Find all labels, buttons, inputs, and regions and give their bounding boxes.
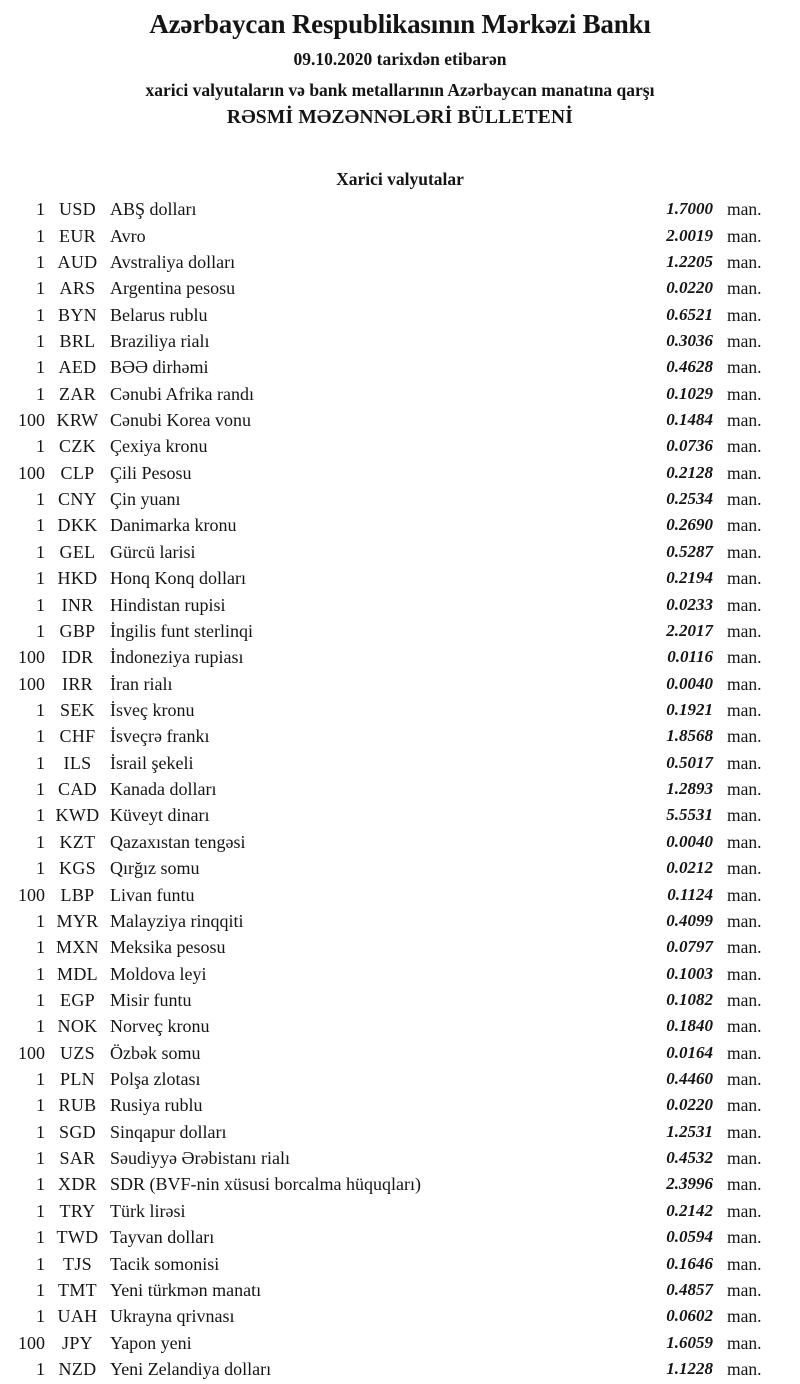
currency-rate: 0.0164 xyxy=(666,1042,713,1062)
currency-quantity: 1 xyxy=(36,726,45,747)
currency-unit-label: man. xyxy=(727,858,762,879)
currency-rate: 2.0019 xyxy=(666,225,713,245)
currency-rate: 0.1029 xyxy=(666,383,713,403)
currency-rate: 0.6521 xyxy=(666,304,713,324)
currency-code: LBP xyxy=(60,884,95,905)
currency-rate: 0.0220 xyxy=(666,1095,713,1115)
currency-unit-label: man. xyxy=(727,700,762,720)
currency-rate: 0.0602 xyxy=(666,1306,713,1326)
currency-name: Yapon yeni xyxy=(110,1332,192,1353)
currency-code: CNY xyxy=(58,489,97,510)
currency-table xyxy=(0,196,800,1382)
currency-quantity: 1 xyxy=(36,752,45,773)
currency-unit-label: man. xyxy=(727,541,762,562)
effective-date-line: 09.10.2020 tarixdən etibarən xyxy=(293,49,507,69)
currency-quantity: 1 xyxy=(36,963,45,984)
currency-quantity: 1 xyxy=(36,1069,45,1090)
currency-unit-label: man. xyxy=(727,1253,762,1274)
currency-name: Norveç kronu xyxy=(110,1016,210,1037)
currency-row xyxy=(0,1040,800,1066)
currency-quantity: 100 xyxy=(18,647,45,668)
currency-name: Sinqapur dolları xyxy=(110,1121,227,1142)
currency-code: NOK xyxy=(57,1016,98,1037)
currency-unit-label: man. xyxy=(727,1148,762,1169)
currency-quantity: 1 xyxy=(36,989,45,1010)
currency-quantity: 100 xyxy=(18,1332,45,1353)
currency-quantity: 1 xyxy=(36,594,45,615)
currency-rate: 0.2194 xyxy=(666,568,713,588)
currency-row xyxy=(0,750,800,776)
currency-unit-label: man. xyxy=(727,1121,762,1142)
currency-unit-label: man. xyxy=(727,647,762,668)
currency-code: BRL xyxy=(59,330,96,351)
currency-row xyxy=(0,301,800,327)
currency-rate: 0.0797 xyxy=(666,937,713,957)
currency-rate: 0.0736 xyxy=(666,436,713,456)
currency-code: MYR xyxy=(56,910,99,931)
currency-quantity: 100 xyxy=(18,410,45,431)
currency-quantity: 100 xyxy=(18,1042,45,1063)
currency-quantity: 1 xyxy=(36,251,45,272)
currency-code: GEL xyxy=(59,541,96,562)
currency-row xyxy=(0,908,800,934)
currency-name: Yeni Zelandiya dolları xyxy=(110,1358,272,1379)
currency-name: ABŞ dolları xyxy=(110,199,197,220)
currency-rate: 1.8568 xyxy=(666,726,713,746)
bank-title: Azərbaycan Respublikasının Mərkəzi Bankı xyxy=(149,9,651,39)
currency-rate: 2.3996 xyxy=(666,1174,713,1194)
currency-code: SEK xyxy=(60,700,95,720)
currency-code: RUB xyxy=(58,1095,97,1116)
currency-unit-label: man. xyxy=(727,330,762,351)
currency-name: Səudiyyə Ərəbistanı rialı xyxy=(110,1148,290,1169)
currency-quantity: 1 xyxy=(36,225,45,246)
currency-row xyxy=(0,1092,800,1118)
currency-row xyxy=(0,618,800,644)
currency-name: Malayziya rinqqiti xyxy=(110,910,244,931)
currency-row xyxy=(0,381,800,407)
currency-code: UAH xyxy=(57,1306,98,1327)
currency-row xyxy=(0,328,800,354)
currency-unit-label: man. xyxy=(727,884,762,905)
currency-name: Cənubi Korea vonu xyxy=(110,410,251,431)
currency-rate: 0.4628 xyxy=(666,357,713,377)
currency-code: HKD xyxy=(57,568,98,589)
currency-name: Danimarka kronu xyxy=(110,515,237,536)
currency-rate: 0.5287 xyxy=(666,541,713,561)
currency-code: EUR xyxy=(59,225,96,246)
currency-row xyxy=(0,196,800,222)
currency-unit-label: man. xyxy=(727,1358,762,1379)
currency-row xyxy=(0,829,800,855)
currency-row xyxy=(0,934,800,960)
currency-name: Çexiya kronu xyxy=(110,436,208,457)
currency-quantity: 1 xyxy=(36,1227,45,1248)
currency-unit-label: man. xyxy=(727,1306,762,1327)
currency-code: UZS xyxy=(60,1042,95,1063)
currency-row xyxy=(0,1013,800,1039)
currency-code: AED xyxy=(58,357,97,378)
currency-code: INR xyxy=(61,594,94,615)
currency-unit-label: man. xyxy=(727,357,762,378)
currency-name: İsveçrə frankı xyxy=(110,726,210,747)
currency-row xyxy=(0,460,800,486)
currency-name: İndoneziya rupiası xyxy=(110,647,244,668)
currency-code: JPY xyxy=(62,1332,93,1353)
currency-quantity: 1 xyxy=(36,1253,45,1274)
currency-name: Polşa zlotası xyxy=(110,1069,201,1090)
currency-rate: 0.0594 xyxy=(666,1227,713,1247)
currency-name: Tacik somonisi xyxy=(110,1253,220,1274)
currency-quantity: 1 xyxy=(36,1358,45,1379)
currency-name: Cənubi Afrika randı xyxy=(110,383,254,404)
currency-rate: 0.0040 xyxy=(666,673,713,693)
currency-row xyxy=(0,512,800,538)
currency-rate: 0.1646 xyxy=(666,1253,713,1273)
currency-name: İsrail şekeli xyxy=(110,752,194,773)
currency-code: PLN xyxy=(60,1069,95,1090)
currency-rate: 0.2142 xyxy=(666,1200,713,1220)
currency-code: KWD xyxy=(55,805,100,826)
currency-row xyxy=(0,1356,800,1382)
currency-code: TWD xyxy=(56,1227,99,1248)
currency-unit-label: man. xyxy=(727,225,762,246)
section-title-foreign-currencies: Xarici valyutalar xyxy=(336,169,464,189)
currency-name: Küveyt dinarı xyxy=(110,805,210,826)
currency-quantity: 1 xyxy=(36,1121,45,1142)
currency-code: SAR xyxy=(59,1148,96,1169)
currency-code: CAD xyxy=(58,779,97,800)
currency-row xyxy=(0,565,800,591)
currency-rate: 1.2531 xyxy=(666,1121,713,1141)
currency-unit-label: man. xyxy=(727,989,762,1010)
currency-name: Tayvan dolları xyxy=(110,1227,215,1248)
currency-unit-label: man. xyxy=(727,462,762,483)
currency-name: Çili Pesosu xyxy=(110,462,192,483)
currency-rate: 0.2534 xyxy=(666,489,713,509)
currency-rate: 0.1082 xyxy=(666,989,713,1009)
currency-code: NZD xyxy=(58,1358,97,1379)
currency-unit-label: man. xyxy=(727,304,762,325)
currency-code: KGS xyxy=(59,858,96,879)
currency-row xyxy=(0,987,800,1013)
currency-quantity: 1 xyxy=(36,330,45,351)
currency-quantity: 1 xyxy=(36,1279,45,1300)
currency-unit-label: man. xyxy=(727,1042,762,1063)
currency-row xyxy=(0,539,800,565)
currency-rate: 5.5531 xyxy=(666,805,713,825)
currency-row xyxy=(0,433,800,459)
currency-rate: 1.6059 xyxy=(666,1332,713,1352)
currency-unit-label: man. xyxy=(727,1069,762,1090)
currency-name: İsveç kronu xyxy=(110,700,195,720)
currency-name: İngilis funt sterlinqi xyxy=(110,620,253,641)
currency-quantity: 1 xyxy=(36,278,45,299)
currency-row xyxy=(0,486,800,512)
currency-name: İran rialı xyxy=(110,673,173,694)
currency-row xyxy=(0,881,800,907)
currency-quantity: 1 xyxy=(36,199,45,220)
currency-unit-label: man. xyxy=(727,1227,762,1248)
bulletin-header xyxy=(0,0,800,129)
scope-line: xarici valyutaların və bank metallarının Azərbaycan manatına qarşı xyxy=(145,80,655,100)
currency-code: MXN xyxy=(56,937,99,958)
currency-quantity: 1 xyxy=(36,1200,45,1221)
currency-name: Belarus rublu xyxy=(110,304,208,325)
currency-name: Çin yuanı xyxy=(110,489,181,510)
currency-unit-label: man. xyxy=(727,726,762,747)
currency-quantity: 1 xyxy=(36,1016,45,1037)
currency-unit-label: man. xyxy=(727,1016,762,1037)
currency-name: Argentina pesosu xyxy=(110,278,236,299)
currency-rate: 1.2205 xyxy=(666,251,713,271)
currency-rate: 0.2128 xyxy=(666,462,713,482)
currency-rate: 0.0212 xyxy=(666,858,713,878)
currency-rate: 1.1228 xyxy=(666,1358,713,1378)
currency-rate: 0.1124 xyxy=(667,884,713,904)
currency-unit-label: man. xyxy=(727,752,762,773)
currency-name: Braziliya rialı xyxy=(110,330,210,351)
currency-quantity: 1 xyxy=(36,1306,45,1327)
currency-row xyxy=(0,1329,800,1355)
currency-unit-label: man. xyxy=(727,1174,762,1195)
currency-row xyxy=(0,1066,800,1092)
currency-rate: 0.5017 xyxy=(666,752,713,772)
currency-unit-label: man. xyxy=(727,251,762,272)
currency-unit-label: man. xyxy=(727,1279,762,1300)
currency-rate: 0.0116 xyxy=(667,647,713,667)
currency-rate: 0.0233 xyxy=(666,594,713,614)
currency-unit-label: man. xyxy=(727,1200,762,1221)
currency-unit-label: man. xyxy=(727,489,762,510)
currency-unit-label: man. xyxy=(727,278,762,299)
currency-quantity: 1 xyxy=(36,515,45,536)
currency-quantity: 1 xyxy=(36,1174,45,1195)
currency-code: TRY xyxy=(59,1200,96,1221)
currency-row xyxy=(0,1145,800,1171)
currency-unit-label: man. xyxy=(727,805,762,826)
currency-row xyxy=(0,802,800,828)
currency-rate: 0.4857 xyxy=(666,1279,713,1299)
currency-name: Türk lirəsi xyxy=(110,1200,186,1221)
currency-name: Misir funtu xyxy=(110,989,192,1010)
currency-row xyxy=(0,1171,800,1197)
currency-row xyxy=(0,644,800,670)
currency-row xyxy=(0,855,800,881)
currency-row xyxy=(0,591,800,617)
currency-quantity: 1 xyxy=(36,910,45,931)
currency-name: Hindistan rupisi xyxy=(110,594,226,615)
currency-code: USD xyxy=(59,199,96,220)
currency-code: TJS xyxy=(63,1253,92,1274)
currency-quantity: 1 xyxy=(36,779,45,800)
currency-row xyxy=(0,1224,800,1250)
currency-rate: 0.1921 xyxy=(666,700,713,719)
currency-name: Rusiya rublu xyxy=(110,1095,203,1116)
currency-code: CHF xyxy=(59,726,96,747)
currency-quantity: 1 xyxy=(36,436,45,457)
currency-code: ARS xyxy=(59,278,96,299)
currency-name: Honq Konq dolları xyxy=(110,568,246,589)
currency-unit-label: man. xyxy=(727,937,762,958)
currency-quantity: 1 xyxy=(36,1095,45,1116)
currency-code: IRR xyxy=(62,673,93,694)
currency-unit-label: man. xyxy=(727,620,762,641)
currency-code: TMT xyxy=(58,1279,97,1300)
currency-name: Gürcü larisi xyxy=(110,541,196,562)
currency-unit-label: man. xyxy=(727,515,762,536)
currency-row xyxy=(0,670,800,696)
currency-quantity: 1 xyxy=(36,383,45,404)
currency-rate: 1.2893 xyxy=(666,779,713,799)
currency-quantity: 1 xyxy=(36,541,45,562)
currency-quantity: 1 xyxy=(36,805,45,826)
currency-code: CZK xyxy=(59,436,96,457)
currency-name: Yeni türkmən manatı xyxy=(110,1279,262,1300)
currency-code: EGP xyxy=(60,989,95,1010)
currency-code: ILS xyxy=(63,752,92,773)
currency-rate: 0.4099 xyxy=(666,910,713,930)
currency-unit-label: man. xyxy=(727,963,762,984)
currency-rate: 0.0040 xyxy=(666,831,713,851)
currency-quantity: 1 xyxy=(36,1148,45,1169)
currency-unit-label: man. xyxy=(727,436,762,457)
currency-rate: 0.0220 xyxy=(666,278,713,298)
bulletin-title: RƏSMİ MƏZƏNNƏLƏRİ BÜLLETENİ xyxy=(226,107,574,128)
currency-row xyxy=(0,1277,800,1303)
currency-rate: 0.1840 xyxy=(666,1016,713,1036)
currency-name: Kanada dolları xyxy=(110,779,217,800)
currency-code: CLP xyxy=(60,462,95,483)
currency-code: KZT xyxy=(59,831,96,852)
currency-name: Meksika pesosu xyxy=(110,937,226,958)
currency-code: SGD xyxy=(59,1121,96,1142)
currency-row xyxy=(0,697,800,723)
currency-code: MDL xyxy=(57,963,98,984)
currency-quantity: 100 xyxy=(18,462,45,483)
currency-quantity: 1 xyxy=(36,568,45,589)
currency-unit-label: man. xyxy=(727,831,762,852)
currency-row xyxy=(0,1119,800,1145)
currency-name: Moldova leyi xyxy=(110,963,207,984)
currency-name: SDR (BVF-nin xüsusi borcalma hüquqları) xyxy=(110,1174,421,1195)
currency-quantity: 100 xyxy=(18,673,45,694)
currency-unit-label: man. xyxy=(727,568,762,589)
currency-code: IDR xyxy=(61,647,94,668)
currency-quantity: 1 xyxy=(36,858,45,879)
currency-code: DKK xyxy=(57,515,98,536)
currency-code: XDR xyxy=(58,1174,97,1195)
currency-unit-label: man. xyxy=(727,1095,762,1116)
currency-row xyxy=(0,723,800,749)
currency-name: Qazaxıstan tengəsi xyxy=(110,831,246,852)
currency-name: Qırğız somu xyxy=(110,858,200,879)
currency-row xyxy=(0,1303,800,1329)
currency-quantity: 1 xyxy=(36,700,45,720)
currency-rate: 0.4532 xyxy=(666,1148,713,1168)
currency-code: GBP xyxy=(59,620,96,641)
currency-quantity: 1 xyxy=(36,489,45,510)
currency-name: Avstraliya dolları xyxy=(110,251,236,272)
currency-name: Livan funtu xyxy=(110,884,195,905)
currency-name: Avro xyxy=(110,225,146,246)
currency-quantity: 1 xyxy=(36,620,45,641)
currency-code: AUD xyxy=(57,251,98,272)
currency-row xyxy=(0,249,800,275)
currency-rate: 0.1484 xyxy=(666,410,713,430)
currency-name: Ukrayna qrivnası xyxy=(110,1306,235,1327)
currency-row xyxy=(0,222,800,248)
currency-rate: 1.7000 xyxy=(666,199,713,219)
currency-code: KRW xyxy=(56,410,99,431)
currency-rate: 0.3036 xyxy=(666,330,713,350)
currency-unit-label: man. xyxy=(727,673,762,694)
currency-code: BYN xyxy=(58,304,97,325)
currency-unit-label: man. xyxy=(727,910,762,931)
currency-name: BƏƏ dirhəmi xyxy=(110,357,209,378)
currency-unit-label: man. xyxy=(727,1332,762,1353)
currency-row xyxy=(0,1198,800,1224)
currency-code: ZAR xyxy=(59,383,96,404)
currency-quantity: 1 xyxy=(36,304,45,325)
currency-unit-label: man. xyxy=(727,199,762,220)
currency-row xyxy=(0,1250,800,1276)
currency-row xyxy=(0,354,800,380)
currency-rate: 0.1003 xyxy=(666,963,713,983)
currency-name: Özbək somu xyxy=(110,1042,201,1063)
currency-row xyxy=(0,275,800,301)
currency-rate: 2.2017 xyxy=(666,620,713,640)
currency-row xyxy=(0,960,800,986)
currency-row xyxy=(0,407,800,433)
currency-quantity: 1 xyxy=(36,831,45,852)
currency-quantity: 1 xyxy=(36,937,45,958)
currency-unit-label: man. xyxy=(727,594,762,615)
currency-unit-label: man. xyxy=(727,383,762,404)
currency-quantity: 1 xyxy=(36,357,45,378)
currency-quantity: 100 xyxy=(18,884,45,905)
currency-unit-label: man. xyxy=(727,779,762,800)
currency-row xyxy=(0,776,800,802)
currency-rate: 0.4460 xyxy=(666,1069,713,1089)
currency-rate: 0.2690 xyxy=(666,515,713,535)
currency-unit-label: man. xyxy=(727,410,762,431)
